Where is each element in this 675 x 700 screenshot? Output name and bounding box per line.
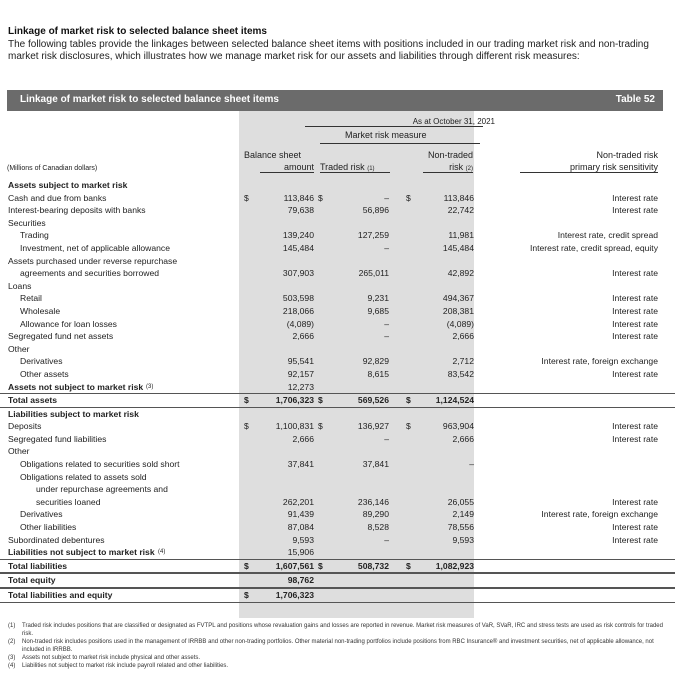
traded-risk-value: 8,528 <box>367 522 389 533</box>
currency-symbol: $ <box>406 560 411 571</box>
table-row <box>0 496 675 509</box>
balance-sheet-amount: 503,598 <box>282 293 314 304</box>
traded-risk-value: 37,841 <box>362 459 389 470</box>
col-non-traded-a: Non-traded <box>427 150 473 160</box>
currency-symbol: $ <box>244 192 249 203</box>
traded-risk-value: 508,732 <box>357 560 389 571</box>
traded-risk-value: – <box>384 192 389 203</box>
row-label: Interest-bearing deposits with banks <box>8 205 146 216</box>
footnote-text: Assets not subject to market risk include physical and other assets. <box>22 655 201 661</box>
table-row <box>0 217 675 230</box>
currency-symbol: $ <box>406 421 411 432</box>
balance-sheet-amount: 1,706,323 <box>275 395 314 406</box>
balance-sheet-amount: 2,666 <box>292 433 314 444</box>
non-traded-risk-value: 22,742 <box>447 205 474 216</box>
balance-sheet-amount: 1,706,323 <box>275 590 314 600</box>
table-row <box>0 381 675 394</box>
traded-risk-value: 136,927 <box>357 421 389 432</box>
table-row <box>0 508 675 521</box>
risk-sensitivity: Interest rate <box>612 433 658 444</box>
balance-sheet-amount: 98,762 <box>287 575 314 586</box>
footnote-number: (2) <box>8 639 16 645</box>
traded-risk-value: 56,896 <box>362 205 389 216</box>
row-label: Securities <box>8 217 46 228</box>
footnotes <box>8 622 668 670</box>
risk-sensitivity: Interest rate, foreign exchange <box>541 356 658 367</box>
footnote-number: (1) <box>8 623 16 629</box>
risk-sensitivity: Interest rate <box>612 305 658 316</box>
table-row <box>0 242 675 255</box>
traded-risk-value: – <box>384 242 389 253</box>
balance-sheet-amount: 145,484 <box>282 242 314 253</box>
row-label: Derivatives <box>20 356 63 367</box>
balance-sheet-amount: 15,906 <box>287 547 314 558</box>
non-traded-risk-value: 42,892 <box>447 268 474 279</box>
traded-risk-value: 92,829 <box>362 356 389 367</box>
row-label: under repurchase agreements and <box>36 484 168 495</box>
table-row <box>0 546 675 559</box>
balance-sheet-amount: 1,607,561 <box>275 560 314 571</box>
non-traded-risk-value: (4,089) <box>446 318 474 329</box>
table-row <box>0 559 675 574</box>
table-body <box>0 179 675 603</box>
non-traded-risk-value: 1,124,524 <box>435 395 474 406</box>
row-label: Obligations related to securities sold short <box>20 459 180 470</box>
row-label: Total equity <box>8 575 56 586</box>
row-label: Deposits <box>8 421 42 432</box>
balance-sheet-amount: 307,903 <box>282 268 314 279</box>
balance-sheet-amount: (4,089) <box>286 318 314 329</box>
currency-symbol: $ <box>406 395 411 406</box>
non-traded-risk-value: 145,484 <box>442 242 474 253</box>
balance-sheet-amount: 37,841 <box>287 459 314 470</box>
risk-sensitivity: Interest rate, foreign exchange <box>541 509 658 520</box>
table-row <box>0 305 675 318</box>
traded-risk-value: – <box>384 433 389 444</box>
footnote <box>8 638 668 654</box>
non-traded-risk-value: 11,981 <box>448 230 474 241</box>
risk-sensitivity: Interest rate <box>612 205 658 216</box>
row-label: securities loaned <box>36 496 101 507</box>
balance-sheet-amount: 92,157 <box>287 368 314 379</box>
row-label: Allowance for loan losses <box>20 318 117 329</box>
intro-paragraph: The following tables provide the linkages between selected balance sheet items with positions included in our trading market risk and non-trading market risk disclosures, which illustrates how we manage market risk for our assets and liabilities through different risk measures: <box>8 39 649 62</box>
currency-symbol: $ <box>318 192 323 203</box>
col-balance-sheet-b: amount <box>260 162 314 173</box>
risk-sensitivity: Interest rate <box>612 331 658 342</box>
row-label: Loans <box>8 280 32 291</box>
traded-risk-value: 89,290 <box>362 509 389 520</box>
traded-risk-value: – <box>384 331 389 342</box>
balance-sheet-amount: 262,201 <box>282 496 314 507</box>
traded-risk-value: 127,259 <box>357 230 389 241</box>
non-traded-risk-value: – <box>469 459 474 470</box>
row-label: Retail <box>20 293 42 304</box>
footnote-number: (3) <box>8 655 16 661</box>
row-label: Assets not subject to market risk <box>8 381 144 392</box>
row-label: Derivatives <box>20 509 63 520</box>
footnote-text: Traded risk includes positions that are classified or designated as FVTPL and positions whose revaluation gains and losses are reported in revenue. Market risk measures of VaR, SVaR, IRC and stress tests are used as risk controls for traded risk. <box>22 623 663 637</box>
balance-sheet-amount: 95,541 <box>287 356 314 367</box>
table-row <box>0 179 675 192</box>
row-label: Wholesale <box>20 305 61 316</box>
non-traded-risk-value: 208,381 <box>442 305 474 316</box>
table-row <box>0 458 675 471</box>
row-label: Liabilities not subject to market risk <box>8 547 155 558</box>
table-row <box>0 588 675 603</box>
non-traded-risk-value: 83,542 <box>447 368 474 379</box>
traded-risk-value: 9,685 <box>367 305 389 316</box>
currency-symbol: $ <box>244 590 249 600</box>
non-traded-risk-value: 494,367 <box>442 293 474 304</box>
risk-sensitivity: Interest rate <box>612 421 658 432</box>
table-row <box>0 420 675 433</box>
table-row <box>0 255 675 268</box>
row-label: Other <box>8 343 30 354</box>
traded-risk-value: – <box>384 534 389 545</box>
table-row <box>0 408 675 421</box>
col-sensitivity-a: Non-traded risk <box>596 150 658 160</box>
row-label: Total assets <box>8 395 58 406</box>
balance-sheet-amount: 113,846 <box>283 192 314 203</box>
risk-sensitivity: Interest rate <box>612 268 658 279</box>
footnote <box>8 654 668 662</box>
table-row <box>0 471 675 484</box>
row-label: Subordinated debentures <box>8 534 105 545</box>
currency-symbol: $ <box>318 395 323 406</box>
footnote <box>8 622 668 638</box>
balance-sheet-amount: 1,100,831 <box>275 421 314 432</box>
risk-sensitivity: Interest rate <box>612 522 658 533</box>
table-row <box>0 204 675 217</box>
balance-sheet-amount: 139,240 <box>282 230 314 241</box>
currency-symbol: $ <box>318 421 323 432</box>
balance-sheet-amount: 79,638 <box>287 205 314 216</box>
traded-risk-value: 569,526 <box>357 395 389 406</box>
non-traded-risk-value: 2,149 <box>452 509 474 520</box>
col-traded-risk-note: (1) <box>367 166 375 172</box>
risk-sensitivity: Interest rate <box>612 496 658 507</box>
currency-symbol: $ <box>406 192 411 203</box>
col-balance-sheet-a: Balance sheet <box>244 150 302 160</box>
balance-sheet-amount: 2,666 <box>292 331 314 342</box>
row-note-ref: (4) <box>158 549 166 556</box>
col-sensitivity-b: primary risk sensitivity <box>520 162 658 173</box>
table-row <box>0 393 675 408</box>
non-traded-risk-value: 2,712 <box>452 356 474 367</box>
row-label: Investment, net of applicable allowance <box>20 242 171 253</box>
currency-symbol: $ <box>318 560 323 571</box>
table-row <box>0 433 675 446</box>
table-row <box>0 343 675 356</box>
section-heading: Linkage of market risk to selected balance sheet items <box>8 26 267 37</box>
row-label: Other assets <box>20 368 69 379</box>
non-traded-risk-value: 2,666 <box>452 433 474 444</box>
balance-sheet-amount: 218,066 <box>282 305 314 316</box>
table-row <box>0 534 675 547</box>
non-traded-risk-value: 113,846 <box>443 192 474 203</box>
row-label: Other <box>8 446 30 457</box>
table-row <box>0 573 675 588</box>
non-traded-risk-value: 9,593 <box>452 534 474 545</box>
table-title: Linkage of market risk to selected balance sheet items <box>20 94 279 105</box>
table-row <box>0 192 675 205</box>
non-traded-risk-value: 2,666 <box>452 331 474 342</box>
row-label: Obligations related to assets sold <box>20 471 147 482</box>
risk-sensitivity: Interest rate, credit spread <box>557 230 658 241</box>
balance-sheet-amount: 87,084 <box>287 522 314 533</box>
risk-sensitivity: Interest rate <box>612 192 658 203</box>
balance-sheet-amount: 9,593 <box>292 534 314 545</box>
table-row <box>0 445 675 458</box>
table-row <box>0 292 675 305</box>
market-risk-heading: Market risk measure <box>345 130 427 140</box>
table-row <box>0 483 675 496</box>
table-row <box>0 229 675 242</box>
col-traded-risk-label: Traded risk <box>320 162 365 172</box>
col-traded-risk <box>320 162 390 173</box>
risk-sensitivity: Interest rate <box>612 534 658 545</box>
currency-symbol: $ <box>244 421 249 432</box>
table-row <box>0 330 675 343</box>
risk-sensitivity: Interest rate <box>612 293 658 304</box>
risk-sensitivity: Interest rate, credit spread, equity <box>529 242 658 253</box>
risk-sensitivity: Interest rate <box>612 318 658 329</box>
row-label: Total liabilities <box>8 560 68 571</box>
table-row <box>0 355 675 368</box>
col-non-traded-label: risk <box>449 162 464 172</box>
balance-sheet-amount: 12,273 <box>287 381 314 392</box>
row-label: agreements and securities borrowed <box>20 268 160 279</box>
row-label: Segregated fund liabilities <box>8 433 107 444</box>
currency-symbol: $ <box>244 395 249 406</box>
row-label: Cash and due from banks <box>8 192 107 203</box>
table-row <box>0 267 675 280</box>
units-label: (Millions of Canadian dollars) <box>7 165 98 172</box>
row-label: Assets subject to market risk <box>8 180 128 190</box>
footnote-number: (4) <box>8 663 16 669</box>
col-non-traded-note: (2) <box>465 166 473 172</box>
footnote-text: Liabilities not subject to market risk include payroll related and other liabilities. <box>22 663 229 669</box>
col-non-traded-b <box>423 162 473 173</box>
traded-risk-value: 265,011 <box>358 268 389 279</box>
non-traded-risk-value: 963,904 <box>442 421 474 432</box>
risk-sensitivity: Interest rate <box>612 368 658 379</box>
traded-risk-value: – <box>384 318 389 329</box>
footnote <box>8 662 668 670</box>
traded-risk-value: 8,615 <box>367 368 389 379</box>
as-at-date: As at October 31, 2021 <box>412 117 495 126</box>
row-note-ref: (3) <box>146 383 154 390</box>
row-label: Segregated fund net assets <box>8 331 114 342</box>
table-banner <box>7 90 663 111</box>
row-label: Assets purchased under reverse repurchase <box>8 255 178 266</box>
row-label: Other liabilities <box>20 522 77 533</box>
traded-risk-value: 236,146 <box>357 496 389 507</box>
non-traded-risk-value: 26,055 <box>447 496 474 507</box>
row-label: Total liabilities and equity <box>8 590 113 600</box>
header-rule <box>305 126 483 127</box>
currency-symbol: $ <box>244 560 249 571</box>
non-traded-risk-value: 78,556 <box>447 522 474 533</box>
table-row <box>0 368 675 381</box>
table-row <box>0 521 675 534</box>
traded-risk-value: 9,231 <box>367 293 389 304</box>
balance-sheet-amount: 91,439 <box>287 509 314 520</box>
table-number: Table 52 <box>615 94 655 105</box>
footnote-text: Non-traded risk includes positions used in the management of IRRBB and other non-trading portfolios. Other material non-trading portfolios include positions from RBC Insurance® and investment securities, net of applicable allowance, not included in IRRBB. <box>22 639 654 653</box>
header-rule-2 <box>320 143 480 144</box>
table-row <box>0 280 675 293</box>
table-row <box>0 318 675 331</box>
row-label: Liabilities subject to market risk <box>8 408 139 419</box>
row-label: Trading <box>20 230 49 241</box>
non-traded-risk-value: 1,082,923 <box>435 560 474 571</box>
